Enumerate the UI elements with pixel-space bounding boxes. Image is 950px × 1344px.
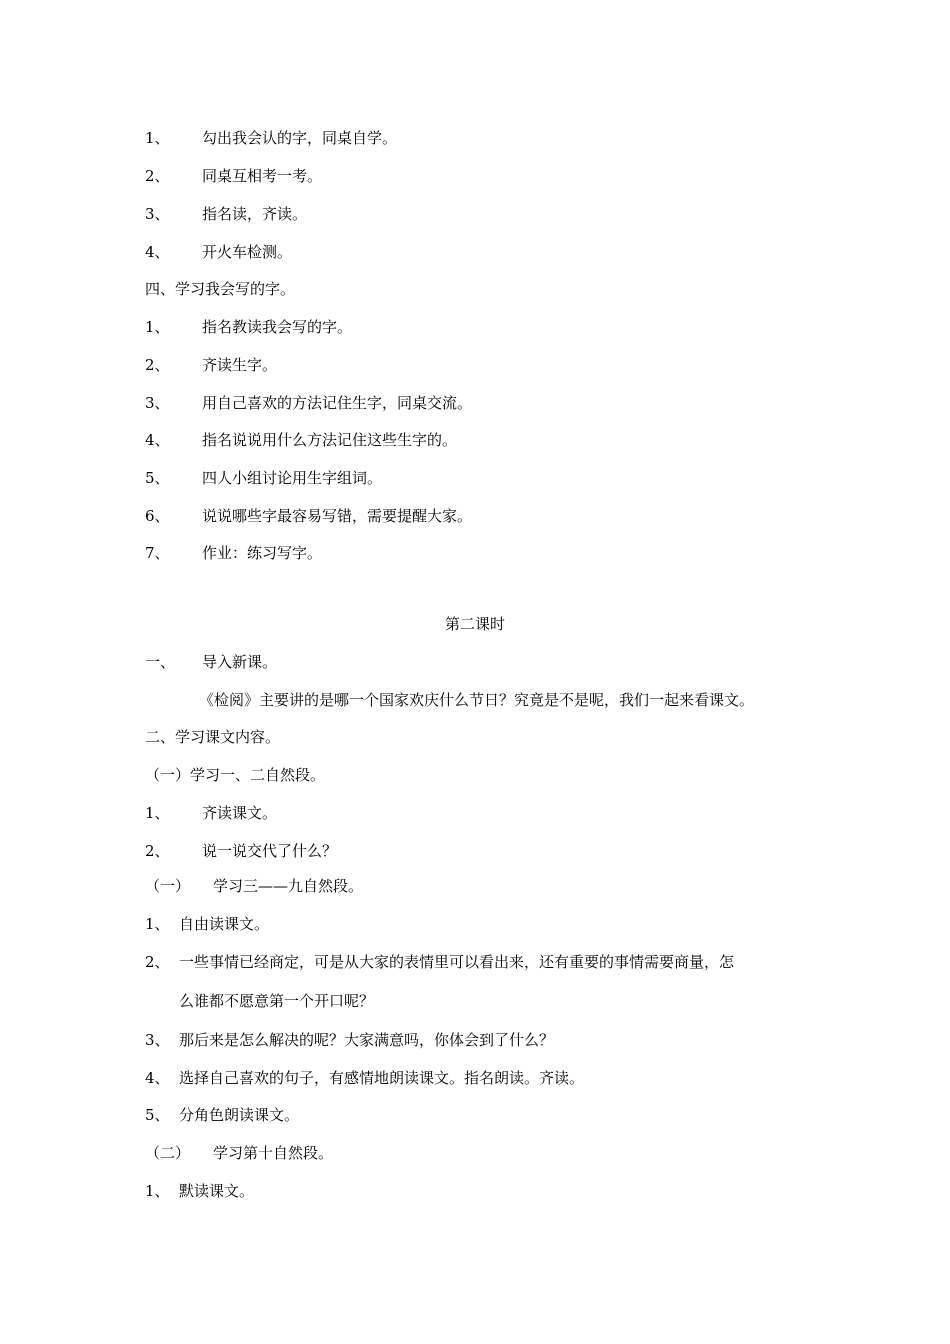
- section-heading: 一、 导入新课。: [145, 653, 278, 671]
- list-item: 2、 说一说交代了什么？: [145, 842, 338, 860]
- lesson-title: 第二课时: [444, 615, 505, 633]
- list-item: 5、 四人小组讨论用生字组词。: [145, 469, 383, 487]
- subsection-heading: （二） 学习第十自然段。: [145, 1144, 334, 1162]
- subsection-heading: （一） 学习三——九自然段。: [145, 877, 364, 895]
- list-item: 2、 同桌互相考一考。: [145, 167, 323, 185]
- paragraph: 《检阅》主要讲的是哪一个国家欢庆什么节日？究竟是不是呢，我们一起来看课文。: [199, 691, 755, 709]
- list-item: 1、 齐读课文。: [145, 804, 278, 822]
- list-item: 1、 自由读课文。: [145, 915, 270, 933]
- list-item: 4、 指名说说用什么方法记住这些生字的。: [145, 431, 458, 449]
- list-item: 1、 指名教读我会写的字。: [145, 318, 353, 336]
- list-item: 7、 作业：练习写字。: [145, 544, 323, 562]
- list-item: 6、 说说哪些字最容易写错，需要提醒大家。: [145, 507, 473, 525]
- list-item: 1、 勾出我会认的字，同桌自学。: [145, 129, 398, 147]
- list-item: 3、 用自己喜欢的方法记住生字，同桌交流。: [145, 394, 473, 412]
- section-heading: 四、学习我会写的字。: [145, 280, 296, 298]
- list-item: 1、 默读课文。: [145, 1182, 255, 1200]
- list-item: 3、 指名读，齐读。: [145, 205, 308, 223]
- subsection-heading: （一）学习一、二自然段。: [145, 766, 326, 784]
- list-item: 4、 开火车检测。: [145, 243, 293, 261]
- list-item: 3、 那后来是怎么解决的呢？大家满意吗，你体会到了什么？: [145, 1031, 555, 1049]
- list-item: 5、 分角色朗读课文。: [145, 1106, 300, 1124]
- list-item: 4、 选择自己喜欢的句子，有感情地朗读课文。指名朗读。齐读。: [145, 1069, 585, 1087]
- list-item: 2、 齐读生字。: [145, 356, 278, 374]
- list-item-continuation: 么谁都不愿意第一个开口呢？: [179, 992, 375, 1010]
- section-heading: 二、学习课文内容。: [145, 728, 281, 746]
- list-item: 2、 一些事情已经商定，可是从大家的表情里可以看出来，还有重要的事情需要商量，怎: [145, 953, 735, 971]
